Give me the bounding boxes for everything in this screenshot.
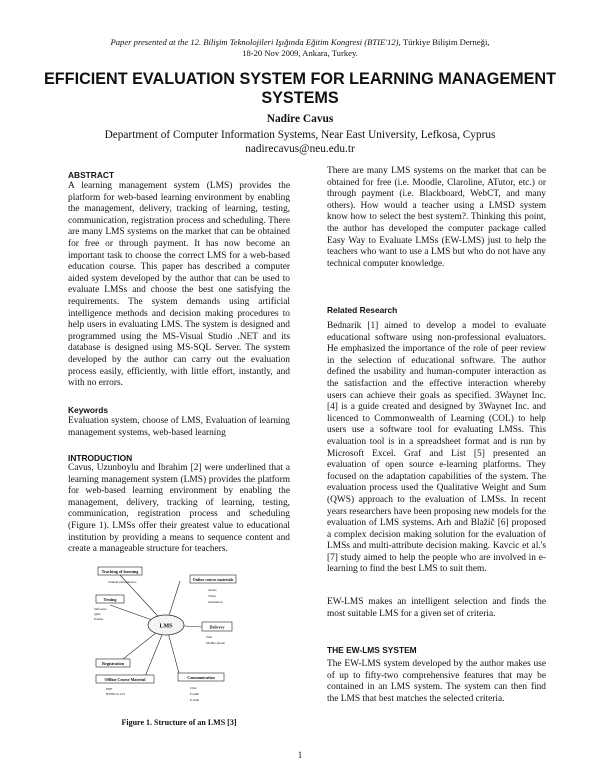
ewlms-text: The EW-LMS system developed by the author makes use of up to fifty-two comprehensive features that may be contained in an LMS system. The system can then find the LMS that best matches the selected criteria. [327,659,546,704]
box-testing: Testing [103,597,117,602]
box-delivery-item-2: Mobile phone [206,641,225,645]
box-online: Online course materials [192,577,234,582]
box-registration: Registration [101,661,125,666]
author-affiliation: Department of Computer Information Systems, Near East University, Lefkosa, Cyprus nadirecavus@neu.edu.tr [40,128,560,156]
related-research-text-2: EW-LMS makes an intelligent selection and finds the most suitable LMS for a given set of criteria. [327,597,546,619]
box-tracking: Tracking of learning [101,569,139,574]
introduction-heading: INTRODUCTION [68,453,133,463]
box-communication-item-2: Forum [190,692,200,696]
abstract-text: A learning management system (LMS) provides the platform for web-based learning environment by enabling the management, delivery, tracking of learning, testing, communication, registration process and scheduling. There are many LMS systems on the market that can be obtained for free or through payment. It has now become an important task to choose the correct LMS for a web-based education course. This paper has described a computer aided system developed by the author that can be used to evaluate LMSs and choose the best one satisfying the requirements. The system demands using artificial intelligence methods and decision making procedures to help users in evaluating LMS. The system is designed and programmed using the MS-Visual Studio .NET and its database is designed using MS-SQL Server. The system developed by the author can carry out the evaluation process easily, efficiently, with little effort, instantly, and with no errors. [68,181,290,389]
box-delivery-item-1: Web [206,635,213,639]
box-offline-item-2: HTML in CD [106,692,125,696]
related-research-heading: Related Research [327,305,398,315]
box-communication-item-1: Chat [190,686,197,690]
box-online-item-1: Audio [208,588,217,592]
box-offline: Offline Course Material [104,677,146,682]
lms-center-label: LMS [159,623,173,630]
keywords-text: Evaluation system, choose of LMS, Evaluation of learning management systems, web-based learning [68,416,290,438]
box-offline-item-1: PDF [106,687,113,691]
box-testing-item-2: Quiz [94,612,101,616]
box-online-item-3: Animation [208,600,223,604]
box-testing-item-1: Self-tests [94,607,107,611]
keywords-heading: Keywords [68,405,109,415]
header-line-2: 18-20 Nov 2009, Ankara, Turkey. [242,48,358,58]
paper-title: EFFICIENT EVALUATION SYSTEM FOR LEARNING MANAGEMENT SYSTEMS [44,70,556,107]
lms-structure-diagram [80,565,286,705]
box-communication: Communication [187,675,215,680]
figure-caption: Figure 1. Structure of an LMS [3] [121,718,237,727]
page-number: 1 [297,750,303,760]
introduction-text: Cavus, Uzunboylu and Ibrahim [2] were underlined that a learning management system (LMS) provides the platform for web-based learning environment by enabling the management, delivery, tracking of learning, testing, communication, registration process and scheduling (Figure 1). LMSs offer their greatest value to educational institution by providing a means to sequence content and create a manageable structure for teachers. [68,463,290,555]
box-delivery: Delivery [209,624,225,630]
box-testing-item-3: Exams [94,617,104,621]
abstract-heading: ABSTRACT [68,170,115,180]
author-name: Nadire Cavus [266,113,334,125]
ewlms-heading: THE EW-LMS SYSTEM [327,645,417,655]
related-research-text: Bednarik [1] aimed to develop a model to evaluate educational software using non-professional evaluators. He emphasized the importance of the role of peer review in the selection of educational software. The author defined the usability and human-computer interaction as the satisfaction and the effective interaction whereby users can achieve their goals as specified. 3Waynet Inc. [4] is a guide created and designed by 3Waynet Inc. and licenced to Commonwealth of Learning (COL) to help users use a software tool for evaluating LMSs. This evaluation tool is in a spreadsheet format and is run by Microsoft Excel. Graf and List [5] presented an evaluation of open source e-learning platforms. They focused on the adaptation capabilities of the system. The evaluation process used the Qualitative Weight and Sum (QWS) approach to the evaluation of LMSs. In recent years researchers have been proposing new models for the evaluation of LMS systems. Arh and Blažič [6] proposed a complex decision making solution for the evaluation of LMSs and multi-attribute decision making. Kavcic et al.'s [7] study aimed to help the people who are involved in e-learning to find the best LMS to suit them. [327,321,546,575]
box-tracking-sub: Student performance [108,580,137,584]
header-line-1: Paper presented at the 12. Bilişim Teknolojileri Işığında Eğitim Kongresi (BTIE'12), Türkiye Bilişim Derneği, [110,37,490,47]
right-intro-text: There are many LMS systems on the market that can be obtained for free (i.e. Moodle, Claroline, ATutor, etc.) or through payment (i.e. Blackboard, WebCT, and many others). How would a teacher using a LMSD system know how to select the best system?. Thinking this point, the author has developed the computer package called Easy Way to Evaluate LMSs (EW-LMS) just to help the teachers who want to use a LMS but who do not have any technical computer knowledge. [327,166,546,269]
author-email: nadirecavus@neu.edu.tr [245,143,355,155]
box-online-item-2: Video [208,594,217,598]
box-communication-item-3: E-mail [190,698,200,702]
